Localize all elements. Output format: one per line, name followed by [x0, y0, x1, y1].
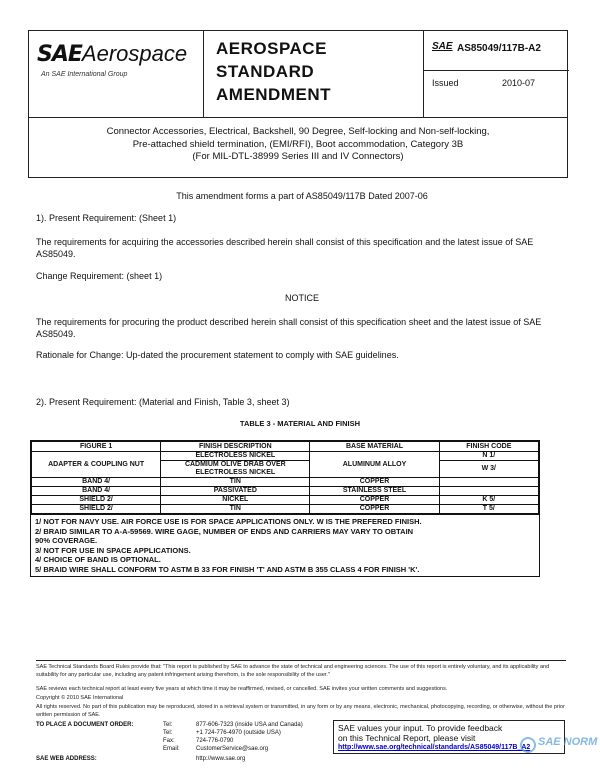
document-type-title [204, 31, 424, 118]
sae-aerospace-logo [29, 31, 204, 118]
logo-tagline: An SAE International Group [41, 71, 128, 78]
footer-review-text: SAE reviews each technical report at least every five years at which time it may be reaffirmed, revised, or cancelled. SAE invites your written comments and suggestions. [36, 686, 448, 692]
finish-cell: ELECTROLESS NICKEL [161, 452, 310, 461]
rationale-text: Rationale for Change: Up-dated the procurement statement to comply with SAE guidelines. [36, 350, 399, 360]
note-2: 2/ BRAID SIMILAR TO A-A-59569. WIRE GAGE, NUMBER OF ENDS AND CARRIERS MAY VARY TO OBTAIN [35, 526, 414, 536]
contact-value: +1 724-776-4970 (outside USA) [196, 730, 281, 736]
contact-email[interactable]: CustomerService@sae.org [196, 746, 269, 752]
issued-label: Issued [432, 78, 459, 88]
order-label: TO PLACE A DOCUMENT ORDER: [36, 722, 134, 728]
contact-key: Tel: [163, 730, 173, 736]
contact-key: Email: [163, 746, 180, 752]
feedback-line-2: on this Technical Report, please visit [338, 733, 476, 743]
note-3: 3/ NOT FOR USE IN SPACE APPLICATIONS. [35, 545, 191, 555]
header-figure: FIGURE 1 [32, 442, 161, 452]
table-title: TABLE 3 - MATERIAL AND FINISH [239, 419, 361, 428]
code-cell: W 3/ [439, 461, 538, 478]
table-row [32, 505, 539, 514]
material-cell: COPPER [310, 505, 439, 514]
code-cell: T 5/ [439, 505, 538, 514]
material-cell: COPPER [310, 478, 439, 487]
table-header-row [32, 442, 539, 452]
code-cell [439, 478, 538, 487]
title-line-1: AEROSPACE [216, 39, 327, 58]
table-row [32, 487, 539, 496]
finish-cell: NICKEL [161, 496, 310, 505]
material-cell: ALUMINUM ALLOY [310, 452, 439, 478]
web-address-label: SAE WEB ADDRESS: [36, 756, 97, 762]
header-finish-code: FINISH CODE [439, 442, 538, 452]
footer-rules-text: SAE Technical Standards Board Rules provide that: "This report is published by SAE to advance the state of technical and engineering sciences. The use of this report is entirely voluntary, and its applicability and suitability for any particular use, including any patent infringement arising therefrom, is the sole responsibility of the user." [36, 664, 550, 678]
figure-cell: SHIELD 2/ [32, 505, 161, 514]
footer-divider [36, 660, 566, 661]
logo-sae-text: SAE [37, 42, 82, 67]
footer-rights-text: All rights reserved. No part of this publication may be reproduced, stored in a retrieval system or transmitted, in any form or by any means, electronic, mechanical, photocopying, recording, or otherwise, without the prior written permission of SAE. [36, 704, 565, 718]
item2-present-requirement: 2). Present Requirement: (Material and Finish, Table 3, sheet 3) [36, 397, 290, 407]
subject-line-1: Connector Accessories, Electrical, Backshell, 90 Degree, Self-locking and Non-self-locking, [106, 126, 490, 137]
contact-key: Fax: [163, 738, 175, 744]
item1-present-text: The requirements for acquiring the accessories described herein shall consist of this specification and the latest issue of SAE AS85049. [36, 237, 534, 259]
figure-cell: BAND 4/ [32, 487, 161, 496]
subject-line-3: (For MIL-DTL-38999 Series III and IV Connectors) [192, 151, 404, 162]
sae-norm-watermark [520, 736, 600, 766]
logo-aerospace-text: Aerospace [81, 41, 188, 66]
contact-value: 724-776-0790 [196, 738, 234, 744]
contact-value: 877-606-7323 (inside USA and Canada) [196, 722, 303, 728]
note-1: 1/ NOT FOR NAVY USE. AIR FORCE USE IS FOR SPACE APPLICATIONS ONLY. W IS THE PREFERED FINISH. [35, 517, 422, 526]
finish-cell: PASSIVATED [161, 487, 310, 496]
amendment-intro: This amendment forms a part of AS85049/117B Dated 2007-06 [176, 191, 428, 201]
web-address-link[interactable]: http://www.sae.org [196, 756, 246, 762]
code-cell: N 1/ [439, 452, 538, 461]
contact-key: Tel: [163, 722, 173, 728]
note-5: 5/ BRAID WIRE SHALL CONFORM TO ASTM B 33 FOR FINISH 'T' AND ASTM B 355 CLASS 4 FOR FINISH 'K'. [35, 564, 420, 574]
watermark-ring-icon [520, 737, 536, 753]
material-cell: COPPER [310, 496, 439, 505]
document-header [28, 30, 568, 118]
code-cell: K 5/ [439, 496, 538, 505]
note-4: 4/ CHOICE OF BAND IS OPTIONAL. [35, 555, 161, 564]
adapter-cell: ADAPTER & COUPLING NUT [32, 452, 161, 478]
material-cell: STAINLESS STEEL [310, 487, 439, 496]
feedback-line-1: SAE values your input. To provide feedback [338, 723, 503, 733]
finish-cell: CADMIUM OLIVE DRAB OVER ELECTROLESS NICKEL [161, 461, 310, 478]
material-finish-table [30, 440, 540, 577]
item1-present-requirement: 1). Present Requirement: (Sheet 1) [36, 213, 177, 223]
document-subject [28, 118, 568, 178]
title-line-2: STANDARD [216, 62, 315, 81]
finish-cell: TIN [161, 505, 310, 514]
document-number: AS85049/117B-A2 [457, 43, 541, 54]
figure-cell: SHIELD 2/ [32, 496, 161, 505]
watermark-text: SAE NORM [538, 736, 598, 748]
header-finish-description: FINISH DESCRIPTION [161, 442, 310, 452]
note-2-continued: 90% COVERAGE. [35, 536, 98, 545]
item1-change-requirement: Change Requirement: (sheet 1) [36, 271, 163, 281]
subject-line-2: Pre-attached shield termination, (EMI/RFI), Boot accommodation, Category 3B [132, 138, 464, 150]
notice-heading: NOTICE [284, 293, 319, 303]
table-row [32, 496, 539, 505]
table-row [32, 452, 539, 461]
finish-cell: TIN [161, 478, 310, 487]
document-number-block [424, 31, 569, 118]
header-base-material: BASE MATERIAL [310, 442, 439, 452]
item1-new-text: The requirements for procuring the product described herein shall consist of this specification sheet and the latest issue of SAE AS85049. [36, 317, 542, 339]
table-notes [31, 514, 539, 576]
doc-sae-mark: SAE [432, 41, 453, 52]
figure-cell: BAND 4/ [32, 478, 161, 487]
table-row [32, 478, 539, 487]
issued-date: 2010-07 [502, 78, 536, 88]
footer-copyright: Copyright © 2010 SAE International [36, 695, 124, 701]
code-cell [439, 487, 538, 496]
document-number-row [424, 31, 569, 71]
title-line-3: AMENDMENT [216, 85, 331, 104]
feedback-link[interactable]: http://www.sae.org/technical/standards/AS85049/117B_A2 [338, 744, 531, 751]
